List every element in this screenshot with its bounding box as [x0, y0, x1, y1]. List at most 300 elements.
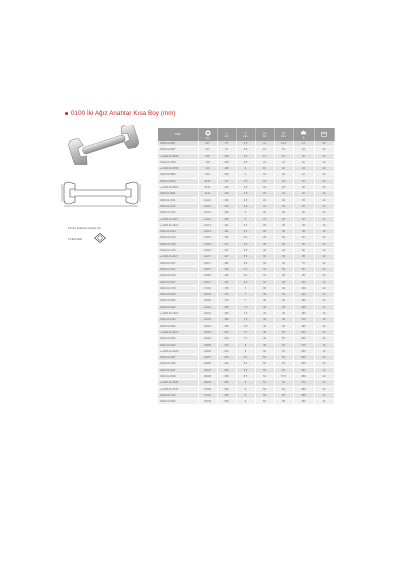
cell-thickness: 9: [236, 399, 255, 405]
cell-length: 152: [217, 266, 236, 272]
cell-size: 12x13: [198, 222, 217, 228]
cell-code-text: 0100-01-2426: [162, 349, 179, 353]
cell-size: 15x17: [198, 260, 217, 266]
header-package: [314, 128, 334, 141]
cell-thickness: 4.8: [236, 197, 255, 203]
marker-icon: ●: [160, 223, 162, 227]
cell-weight: 20: [293, 166, 314, 172]
cell-length: 213: [217, 336, 236, 342]
cell-b2: 36: [274, 279, 293, 285]
cell-code-text: 0100-01-1617: [160, 267, 176, 271]
cell-code-text: 0100-01-2730: [162, 387, 179, 391]
cell-b2: 46: [274, 304, 293, 310]
cell-weight: 85: [293, 273, 314, 279]
cell-package: 10: [314, 342, 334, 348]
cell-thickness: 8.2: [236, 367, 255, 373]
cell-b2: 62: [274, 386, 293, 392]
cell-size: 30x32: [198, 399, 217, 405]
cell-length: 141: [217, 229, 236, 235]
cell-size: 19x22: [198, 304, 217, 310]
cell-b1: 40: [255, 304, 274, 310]
marker-icon: ●: [160, 387, 162, 391]
cell-code-text: 0100-01-2630: [162, 381, 179, 385]
cell-length: 108: [217, 172, 236, 178]
cell-length: 300: [217, 399, 236, 405]
cell-length: 147: [217, 241, 236, 247]
cell-code-text: 0100-01-1417: [162, 255, 179, 259]
cell-b1: 48: [255, 342, 274, 348]
cell-weight: 45: [293, 229, 314, 235]
marker-icon: ●: [160, 381, 162, 385]
cell-code-text: 0100-01-2326: [160, 343, 176, 347]
cell-thickness: 9: [236, 386, 255, 392]
cell-thickness: 5.8: [236, 260, 255, 266]
cell-length: 190: [217, 304, 236, 310]
cell-size: 18x19: [198, 292, 217, 298]
cell-size: 12x14: [198, 229, 217, 235]
cell-package: 10: [314, 260, 334, 266]
cell-package: 10: [314, 336, 334, 342]
wrench-photo: [68, 125, 140, 165]
cell-length: 252: [217, 367, 236, 373]
cell-code-text: 0100-01-1314: [160, 236, 176, 240]
cell-thickness: 8.2: [236, 361, 255, 367]
cell-thickness: 7.8: [236, 323, 255, 329]
cell-b1: 22: [255, 210, 274, 216]
cell-code-text: 0100-01-0608: [162, 154, 179, 158]
cell-thickness: 5: [236, 216, 255, 222]
cell-b1: 30: [255, 248, 274, 254]
cell-thickness: 4.5: [236, 185, 255, 191]
cell-b2: 12.5: [274, 141, 293, 147]
cell-weight: 330: [293, 367, 314, 373]
cell-length: 178: [217, 285, 236, 291]
cell-weight: 170: [293, 317, 314, 323]
cell-b1: 46: [255, 336, 274, 342]
cell-thickness: 3.5: [236, 147, 255, 153]
cell-package: 10: [314, 304, 334, 310]
cell-weight: 35: [293, 197, 314, 203]
cell-b1: 62: [255, 399, 274, 405]
cell-b2: 42: [274, 298, 293, 304]
cell-b2: 46: [274, 323, 293, 329]
cell-length: 117: [217, 178, 236, 184]
cell-code-text: 0100-01-2224: [160, 337, 176, 341]
cell-length: 147: [217, 248, 236, 254]
cell-length: 141: [217, 222, 236, 228]
cell-b1: 34: [255, 273, 274, 279]
cell-size: 21x23: [198, 317, 217, 323]
section-title: [65, 110, 176, 117]
cell-code-text: 0100-01-1517: [160, 261, 176, 265]
table-header-row: [158, 128, 334, 141]
cell-length: 135: [217, 216, 236, 222]
cell-package: 10: [314, 285, 334, 291]
cell-size: 8x9: [198, 172, 217, 178]
cell-package: 10: [314, 172, 334, 178]
cell-b2: 56: [274, 367, 293, 373]
note-text: Kırmızı kodlanan ürünler için: [68, 227, 101, 230]
cell-code-text: 0100-01-2022: [160, 324, 176, 328]
marker-icon: ●: [160, 217, 162, 221]
cell-length: 224: [217, 355, 236, 361]
cell-size: 13x14: [198, 235, 217, 241]
cell-code-text: 0100-01-0708: [160, 160, 176, 164]
weight-icon: [300, 130, 307, 135]
cell-code-text: 0100-01-0607: [160, 148, 176, 152]
cell-code-text: 0100-01-2022: [162, 312, 179, 316]
cell-code-text: 0100-01-1922: [160, 305, 176, 309]
cell-b2: 66: [274, 392, 293, 398]
cell-b2: 46: [274, 311, 293, 317]
cell-size: 27x30: [198, 386, 217, 392]
cell-package: 10: [314, 392, 334, 398]
cell-size: 7x8: [198, 159, 217, 165]
cell-b1: 22: [255, 197, 274, 203]
cell-b2: 22: [274, 178, 293, 184]
cell-package: 10: [314, 329, 334, 335]
cell-length: 266: [217, 392, 236, 398]
cell-thickness: 7.6: [236, 304, 255, 310]
cell-b1: 24: [255, 216, 274, 222]
header-length: L mm: [217, 128, 236, 141]
cell-b2: 28: [274, 210, 293, 216]
cell-weight: 190: [293, 323, 314, 329]
cell-code-text: 0100-01-1819: [160, 293, 176, 297]
cell-package: 10: [314, 235, 334, 241]
cell-b2: 18: [274, 166, 293, 172]
section-title-text: 0100 İki Ağız Anahtar Kısa Boy (mm): [71, 110, 176, 117]
cell-weight: 460: [293, 399, 314, 405]
cell-b1: 26: [255, 229, 274, 235]
cell-weight: 230: [293, 329, 314, 335]
cell-weight: 30: [293, 185, 314, 191]
cell-weight: 40: [293, 216, 314, 222]
cell-size: 10x12: [198, 203, 217, 209]
cell-code-text: 0100-01-0709: [162, 167, 179, 171]
cell-length: 190: [217, 323, 236, 329]
spec-table: [158, 128, 335, 405]
cell-code-text: 0100-01-1011: [160, 198, 176, 202]
cell-b2: 40: [274, 285, 293, 291]
cell-code-text: 0100-01-0607: [160, 142, 176, 145]
cell-length: 213: [217, 329, 236, 335]
cell-size: 20x22: [198, 323, 217, 329]
cell-code-text: 0100-01-1719: [160, 286, 176, 290]
cell-package: 10: [314, 147, 334, 153]
spec-table-wrap: [158, 128, 334, 405]
cell-weight: 60: [293, 248, 314, 254]
cell-b2: 36: [274, 254, 293, 260]
cell-size: 10x11: [198, 197, 217, 203]
cell-size: 14x15: [198, 248, 217, 254]
cell-size: 24x26: [198, 361, 217, 367]
cell-b2: 20: [274, 172, 293, 178]
cell-b1: 46: [255, 329, 274, 335]
cell-thickness: 5: [236, 210, 255, 216]
cell-size: 24x26: [198, 348, 217, 354]
cell-package: 10: [314, 386, 334, 392]
cell-weight: 380: [293, 386, 314, 392]
cell-b1: 30: [255, 254, 274, 260]
cell-package: 10: [314, 197, 334, 203]
cell-b1: 16: [255, 159, 274, 165]
cell-weight: 50: [293, 241, 314, 247]
cell-code-text: 0100-01-2427: [160, 356, 176, 360]
cell-b1: 42: [255, 323, 274, 329]
cell-length: 152: [217, 260, 236, 266]
cell-length: 190: [217, 317, 236, 323]
cell-thickness: 3.5: [236, 153, 255, 159]
cell-weight: 65: [293, 254, 314, 260]
cell-b2: 24: [274, 191, 293, 197]
cell-b2: 22: [274, 185, 293, 191]
cell-package: 10: [314, 279, 334, 285]
box-icon: [321, 131, 327, 137]
cell-thickness: 6.2: [236, 279, 255, 285]
cell-b2: 16: [274, 159, 293, 165]
marker-icon: ●: [160, 154, 162, 158]
standard-text: TS EN 2222: [68, 238, 83, 241]
cell-package: 10: [314, 191, 334, 197]
cell-length: 120: [217, 185, 236, 191]
cell-size: 17x19: [198, 285, 217, 291]
cell-thickness: 7: [236, 298, 255, 304]
cell-package: 10: [314, 367, 334, 373]
cell-size: 20x22: [198, 311, 217, 317]
cell-package: 10: [314, 323, 334, 329]
header-size: mm: [198, 128, 217, 141]
cell-package: 10: [314, 292, 334, 298]
cell-b1: 34: [255, 279, 274, 285]
cell-package: 10: [314, 222, 334, 228]
cell-weight: 70: [293, 260, 314, 266]
cell-length: 224: [217, 361, 236, 367]
cell-b1: 34: [255, 266, 274, 272]
cell-length: 120: [217, 191, 236, 197]
cell-code-text: 0100-01-0810: [160, 179, 176, 183]
cell-b2: 54: [274, 361, 293, 367]
cell-weight: 370: [293, 380, 314, 386]
cell-b1: 38: [255, 292, 274, 298]
cell-weight: 22: [293, 172, 314, 178]
table-row: [158, 399, 334, 405]
cell-length: 152: [217, 273, 236, 279]
cell-weight: 180: [293, 311, 314, 317]
cell-b2: 66: [274, 399, 293, 405]
cell-code-text: 0100-01-1617: [160, 280, 176, 284]
cell-size: 6x7: [198, 141, 217, 147]
cell-code-text: 0100-01-2732: [160, 393, 176, 397]
cell-package: 10: [314, 210, 334, 216]
cell-code-text: 0100-01-1415: [160, 249, 176, 253]
marker-icon: ●: [160, 330, 162, 334]
cell-length: 152: [217, 279, 236, 285]
cell-b1: 50: [255, 348, 274, 354]
cell-weight: 50: [293, 235, 314, 241]
cell-package: 10: [314, 185, 334, 191]
cell-thickness: 8.5: [236, 373, 255, 379]
cell-b2: 26: [274, 203, 293, 209]
cell-b2: 62: [274, 380, 293, 386]
cell-size: 6x7: [198, 147, 217, 153]
cell-package: 10: [314, 298, 334, 304]
cell-b1: 32: [255, 260, 274, 266]
cell-code-text: 0100-01-1013: [160, 211, 176, 215]
cell-package: 10: [314, 203, 334, 209]
cell-thickness: 7.6: [236, 311, 255, 317]
cell-weight: 165: [293, 304, 314, 310]
cell-weight: 20: [293, 159, 314, 165]
cell-length: 108: [217, 159, 236, 165]
cell-b2: 38: [274, 273, 293, 279]
cell-package: 10: [314, 216, 334, 222]
cell-length: 141: [217, 235, 236, 241]
cell-code-text: 0100-01-0911: [160, 192, 176, 196]
cell-weight: 14: [293, 141, 314, 147]
cell-thickness: 7.7: [236, 329, 255, 335]
cell-size: 8x10: [198, 178, 217, 184]
cell-b1: 22: [255, 203, 274, 209]
cell-b1: 28: [255, 235, 274, 241]
cell-size: 13x15: [198, 241, 217, 247]
cell-length: 213: [217, 342, 236, 348]
cell-b2: 57.5: [274, 373, 293, 379]
cell-size: 26x30: [198, 380, 217, 386]
technical-drawing: [60, 178, 142, 208]
cell-b2: 30: [274, 235, 293, 241]
cell-b2: 54: [274, 348, 293, 354]
cell-thickness: 7: [236, 285, 255, 291]
cell-weight: 100: [293, 279, 314, 285]
cell-length: 190: [217, 311, 236, 317]
header-b2: b2 mm: [274, 128, 293, 141]
cell-weight: 150: [293, 298, 314, 304]
cell-b2: 24: [274, 197, 293, 203]
cell-length: 130: [217, 210, 236, 216]
cell-weight: 25: [293, 178, 314, 184]
cell-weight: 360: [293, 373, 314, 379]
cell-size: 9x11: [198, 191, 217, 197]
cell-size: 23x26: [198, 342, 217, 348]
cell-length: 266: [217, 386, 236, 392]
cell-thickness: 5.2: [236, 222, 255, 228]
cell-b2: 15: [274, 147, 293, 153]
cell-package: 10: [314, 248, 334, 254]
cell-package: 10: [314, 348, 334, 354]
cell-b1: 26: [255, 222, 274, 228]
cell-thickness: 5.2: [236, 235, 255, 241]
cell-code-text: 0100-01-3032: [160, 400, 176, 404]
cell-b1: 50: [255, 361, 274, 367]
header-code: KOD: [158, 128, 198, 141]
cell-b1: 52: [255, 373, 274, 379]
cell-size: 10x13: [198, 210, 217, 216]
cell-thickness: 5.2: [236, 229, 255, 235]
marker-icon: ●: [160, 186, 162, 190]
cell-package: 10: [314, 399, 334, 405]
header-thickness: d mm: [236, 128, 255, 141]
cell-weight: 45: [293, 222, 314, 228]
cell-b1: 42: [255, 311, 274, 317]
cell-weight: 290: [293, 348, 314, 354]
cell-weight: 250: [293, 336, 314, 342]
cell-length: 130: [217, 203, 236, 209]
cell-code-text: 0100-01-2224: [162, 330, 179, 334]
cell-length: 108: [217, 153, 236, 159]
cell-b1: 36: [255, 285, 274, 291]
cell-b2: 50: [274, 336, 293, 342]
cell-package: 10: [314, 166, 334, 172]
cell-code-text: 0100-01-2426: [160, 362, 176, 366]
cell-length: 178: [217, 292, 236, 298]
cell-code-text: 0100-01-2528: [160, 374, 176, 378]
cell-package: 10: [314, 153, 334, 159]
cell-weight: 390: [293, 392, 314, 398]
cell-size: 22x24: [198, 329, 217, 335]
cell-b2: 30: [274, 229, 293, 235]
cell-b2: 54: [274, 342, 293, 348]
cell-b2: 32: [274, 248, 293, 254]
cell-package: 10: [314, 361, 334, 367]
cell-weight: 18: [293, 147, 314, 153]
cell-package: 10: [314, 266, 334, 272]
cell-b2: 36: [274, 260, 293, 266]
standard-logo-icon: [94, 233, 106, 243]
cell-size: 24x27: [198, 355, 217, 361]
cell-thickness: 8: [236, 348, 255, 354]
cell-weight: 290: [293, 361, 314, 367]
cell-thickness: 9: [236, 392, 255, 398]
cell-b1: 11: [255, 141, 274, 147]
cell-b1: 16: [255, 166, 274, 172]
cell-thickness: 8: [236, 342, 255, 348]
header-weight: g: [293, 128, 314, 141]
cell-thickness: 5.5: [236, 248, 255, 254]
cell-b1: 56: [255, 392, 274, 398]
cell-size: 6x8: [198, 153, 217, 159]
cell-size: 16x17: [198, 266, 217, 272]
cell-size: 22x24: [198, 336, 217, 342]
cell-package: 10: [314, 141, 334, 147]
cell-size: 16x18: [198, 273, 217, 279]
cell-weight: 130: [293, 285, 314, 291]
cell-code-text: 0100-01-1315: [160, 242, 176, 246]
cell-code-text: 0100-01-1214: [160, 230, 176, 234]
cell-package: 10: [314, 178, 334, 184]
cell-code-text: 0100-01-1113: [162, 217, 178, 221]
cell-size: 18x20: [198, 298, 217, 304]
cell-b1: 50: [255, 367, 274, 373]
cell-weight: 80: [293, 266, 314, 272]
cell-b2: 28: [274, 216, 293, 222]
cell-b1: 54: [255, 380, 274, 386]
cell-b2: 56: [274, 355, 293, 361]
cell-thickness: 3.5: [236, 141, 255, 147]
cell-b2: 40: [274, 292, 293, 298]
cell-thickness: 4.8: [236, 203, 255, 209]
cell-thickness: 7: [236, 292, 255, 298]
cell-code-text: 0100-01-1213: [162, 223, 179, 227]
cell-b1: 50: [255, 355, 274, 361]
cell-code-text: 0100-01-0910: [162, 186, 179, 190]
cell-b1: 20: [255, 185, 274, 191]
cell-b2: 28: [274, 222, 293, 228]
cell-b1: 38: [255, 298, 274, 304]
cell-size: 9x10: [198, 185, 217, 191]
cell-thickness: 6.2: [236, 273, 255, 279]
spec-table-body: [158, 141, 334, 405]
